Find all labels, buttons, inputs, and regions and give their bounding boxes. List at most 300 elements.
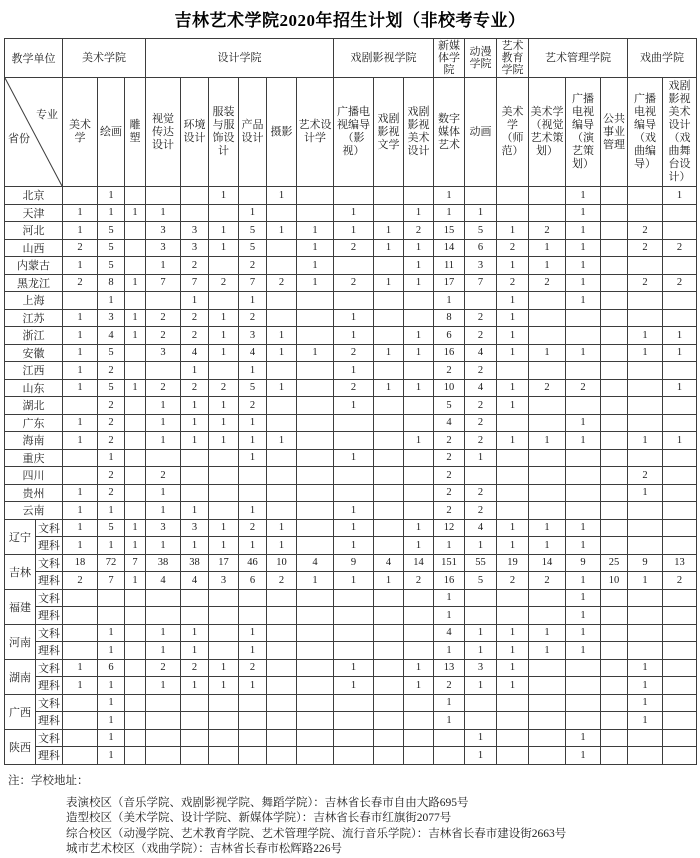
- stream-cell: 理科: [36, 677, 63, 695]
- value-cell: 2: [146, 467, 181, 485]
- province-stream-row: [5, 747, 697, 765]
- value-cell: 1: [566, 204, 601, 222]
- value-cell: 1: [181, 362, 209, 380]
- value-cell: 1: [434, 187, 465, 205]
- value-cell: 8: [98, 274, 125, 292]
- value-cell: 1: [209, 239, 239, 257]
- value-cell: 1: [404, 204, 434, 222]
- value-cell: 1: [239, 449, 267, 467]
- value-cell: 25: [601, 554, 628, 572]
- value-cell: [628, 257, 663, 275]
- value-cell: 3: [209, 572, 239, 590]
- value-cell: 4: [181, 344, 209, 362]
- value-cell: 1: [98, 187, 125, 205]
- value-cell: [663, 204, 697, 222]
- value-cell: [63, 187, 98, 205]
- college-group-header: 新媒体学院: [434, 39, 465, 78]
- value-cell: 1: [98, 204, 125, 222]
- value-cell: 1: [334, 519, 374, 537]
- major-header: 公共事业管理: [601, 78, 628, 187]
- value-cell: 2: [146, 327, 181, 345]
- value-cell: [334, 414, 374, 432]
- campus-address-list: [66, 796, 700, 858]
- value-cell: 2: [334, 344, 374, 362]
- value-cell: 1: [334, 309, 374, 327]
- value-cell: [209, 204, 239, 222]
- value-cell: 1: [628, 677, 663, 695]
- province-stream-row: [5, 712, 697, 730]
- value-cell: 3: [181, 519, 209, 537]
- value-cell: [63, 589, 98, 607]
- value-cell: [125, 624, 146, 642]
- value-cell: 2: [566, 379, 601, 397]
- value-cell: [334, 642, 374, 660]
- major-header: 广播电视编导（戏曲编导）: [628, 78, 663, 187]
- value-cell: 1: [628, 712, 663, 730]
- value-cell: 1: [98, 502, 125, 520]
- province-cell: 上海: [5, 292, 63, 310]
- value-cell: 1: [267, 327, 297, 345]
- value-cell: [601, 432, 628, 450]
- value-cell: [297, 677, 334, 695]
- value-cell: 1: [529, 624, 566, 642]
- stream-cell: 文科: [36, 589, 63, 607]
- value-cell: 1: [239, 204, 267, 222]
- value-cell: 1: [566, 624, 601, 642]
- value-cell: 1: [465, 624, 497, 642]
- value-cell: [601, 449, 628, 467]
- province-row: [5, 327, 697, 345]
- value-cell: 1: [334, 222, 374, 240]
- value-cell: [374, 502, 404, 520]
- value-cell: [663, 659, 697, 677]
- value-cell: [663, 362, 697, 380]
- value-cell: [374, 432, 404, 450]
- value-cell: [497, 362, 529, 380]
- value-cell: [267, 659, 297, 677]
- value-cell: [465, 589, 497, 607]
- value-cell: 1: [374, 274, 404, 292]
- value-cell: [374, 484, 404, 502]
- value-cell: 1: [297, 239, 334, 257]
- value-cell: [601, 659, 628, 677]
- value-cell: [601, 274, 628, 292]
- value-cell: [267, 362, 297, 380]
- value-cell: [181, 729, 209, 747]
- value-cell: [297, 432, 334, 450]
- province-stream-row: [5, 642, 697, 660]
- value-cell: [209, 694, 239, 712]
- value-cell: [146, 187, 181, 205]
- value-cell: [63, 712, 98, 730]
- value-cell: [374, 309, 404, 327]
- value-cell: [465, 187, 497, 205]
- value-cell: [663, 519, 697, 537]
- value-cell: [297, 502, 334, 520]
- value-cell: 1: [497, 327, 529, 345]
- value-cell: [374, 257, 404, 275]
- value-cell: 1: [434, 292, 465, 310]
- value-cell: 1: [628, 344, 663, 362]
- value-cell: [601, 607, 628, 625]
- value-cell: 10: [434, 379, 465, 397]
- major-header: 美术学: [63, 78, 98, 187]
- value-cell: 1: [146, 642, 181, 660]
- value-cell: 1: [497, 257, 529, 275]
- value-cell: 1: [181, 292, 209, 310]
- value-cell: 1: [181, 502, 209, 520]
- value-cell: 1: [334, 537, 374, 555]
- college-group-header: 美术学院: [63, 39, 146, 78]
- value-cell: [566, 397, 601, 415]
- value-cell: [125, 484, 146, 502]
- value-cell: 1: [98, 537, 125, 555]
- value-cell: 1: [63, 659, 98, 677]
- value-cell: 16: [434, 572, 465, 590]
- value-cell: [267, 747, 297, 765]
- value-cell: 1: [98, 677, 125, 695]
- value-cell: [334, 694, 374, 712]
- value-cell: [374, 467, 404, 485]
- value-cell: 2: [628, 239, 663, 257]
- value-cell: [628, 502, 663, 520]
- value-cell: [601, 677, 628, 695]
- value-cell: [297, 327, 334, 345]
- value-cell: [529, 397, 566, 415]
- value-cell: 1: [374, 572, 404, 590]
- value-cell: [297, 659, 334, 677]
- value-cell: [125, 222, 146, 240]
- college-group-header: 戏曲学院: [628, 39, 697, 78]
- province-row: [5, 432, 697, 450]
- value-cell: [297, 292, 334, 310]
- value-cell: [239, 694, 267, 712]
- value-cell: [209, 467, 239, 485]
- value-cell: 4: [146, 572, 181, 590]
- diagonal-header-cell: [5, 78, 63, 187]
- value-cell: 1: [181, 624, 209, 642]
- value-cell: 14: [434, 239, 465, 257]
- college-group-header: 设计学院: [146, 39, 334, 78]
- value-cell: 1: [239, 677, 267, 695]
- value-cell: 1: [297, 274, 334, 292]
- value-cell: 3: [181, 222, 209, 240]
- value-cell: [209, 607, 239, 625]
- value-cell: 2: [434, 502, 465, 520]
- value-cell: 2: [181, 327, 209, 345]
- value-cell: [146, 694, 181, 712]
- value-cell: [181, 467, 209, 485]
- value-cell: 5: [98, 519, 125, 537]
- value-cell: [601, 239, 628, 257]
- value-cell: [267, 712, 297, 730]
- value-cell: [297, 467, 334, 485]
- value-cell: 1: [497, 624, 529, 642]
- province-row: [5, 397, 697, 415]
- value-cell: 1: [239, 502, 267, 520]
- value-cell: 1: [566, 292, 601, 310]
- value-cell: 1: [209, 537, 239, 555]
- value-cell: [63, 694, 98, 712]
- value-cell: [497, 414, 529, 432]
- value-cell: [63, 607, 98, 625]
- value-cell: 55: [465, 554, 497, 572]
- value-cell: 1: [334, 677, 374, 695]
- province-cell: 河北: [5, 222, 63, 240]
- value-cell: [239, 467, 267, 485]
- value-cell: [566, 502, 601, 520]
- value-cell: 2: [529, 379, 566, 397]
- value-cell: 1: [239, 292, 267, 310]
- college-group-header: 动漫学院: [465, 39, 497, 78]
- value-cell: 1: [63, 677, 98, 695]
- value-cell: 2: [663, 274, 697, 292]
- value-cell: [146, 292, 181, 310]
- province-stream-row: [5, 659, 697, 677]
- value-cell: [146, 607, 181, 625]
- value-cell: 1: [566, 432, 601, 450]
- value-cell: [239, 712, 267, 730]
- value-cell: 1: [404, 677, 434, 695]
- value-cell: 4: [434, 624, 465, 642]
- major-header: 产品设计: [239, 78, 267, 187]
- value-cell: [334, 607, 374, 625]
- value-cell: 1: [566, 729, 601, 747]
- value-cell: [239, 607, 267, 625]
- value-cell: 7: [239, 274, 267, 292]
- province-cell: 吉林: [5, 554, 36, 589]
- province-row: [5, 484, 697, 502]
- stream-cell: 理科: [36, 642, 63, 660]
- value-cell: [601, 519, 628, 537]
- college-group-header: 艺术管理学院: [529, 39, 628, 78]
- value-cell: [297, 712, 334, 730]
- value-cell: 1: [497, 519, 529, 537]
- value-cell: [404, 729, 434, 747]
- value-cell: 9: [566, 554, 601, 572]
- value-cell: [267, 642, 297, 660]
- value-cell: 1: [434, 607, 465, 625]
- value-cell: 1: [497, 292, 529, 310]
- value-cell: [267, 397, 297, 415]
- value-cell: 1: [297, 222, 334, 240]
- province-stream-row: [5, 694, 697, 712]
- value-cell: [334, 432, 374, 450]
- value-cell: 2: [529, 222, 566, 240]
- value-cell: [465, 712, 497, 730]
- value-cell: 1: [98, 729, 125, 747]
- value-cell: [529, 414, 566, 432]
- value-cell: 1: [267, 537, 297, 555]
- value-cell: 2: [334, 239, 374, 257]
- value-cell: [628, 519, 663, 537]
- province-cell: 湖南: [5, 659, 36, 694]
- value-cell: 9: [334, 554, 374, 572]
- value-cell: [181, 712, 209, 730]
- value-cell: 1: [181, 432, 209, 450]
- value-cell: [267, 677, 297, 695]
- value-cell: 1: [98, 292, 125, 310]
- value-cell: 2: [434, 449, 465, 467]
- value-cell: 2: [497, 274, 529, 292]
- value-cell: [497, 589, 529, 607]
- value-cell: [239, 187, 267, 205]
- value-cell: [663, 677, 697, 695]
- value-cell: 1: [628, 327, 663, 345]
- value-cell: [529, 712, 566, 730]
- value-cell: [663, 747, 697, 765]
- value-cell: 15: [434, 222, 465, 240]
- value-cell: [267, 467, 297, 485]
- value-cell: [209, 729, 239, 747]
- value-cell: 2: [404, 222, 434, 240]
- value-cell: 1: [209, 222, 239, 240]
- province-row: [5, 309, 697, 327]
- stream-cell: 理科: [36, 747, 63, 765]
- value-cell: 1: [497, 677, 529, 695]
- value-cell: [663, 537, 697, 555]
- value-cell: [601, 309, 628, 327]
- value-cell: [465, 694, 497, 712]
- value-cell: 1: [239, 414, 267, 432]
- value-cell: 38: [146, 554, 181, 572]
- value-cell: [628, 747, 663, 765]
- value-cell: 2: [465, 362, 497, 380]
- value-cell: 4: [98, 327, 125, 345]
- value-cell: 2: [434, 484, 465, 502]
- value-cell: 1: [334, 659, 374, 677]
- value-cell: 1: [146, 432, 181, 450]
- value-cell: 1: [404, 537, 434, 555]
- value-cell: 1: [63, 344, 98, 362]
- value-cell: 2: [63, 274, 98, 292]
- value-cell: [628, 607, 663, 625]
- value-cell: [374, 397, 404, 415]
- value-cell: [601, 589, 628, 607]
- value-cell: [497, 712, 529, 730]
- value-cell: 1: [98, 747, 125, 765]
- value-cell: [146, 747, 181, 765]
- value-cell: [63, 624, 98, 642]
- value-cell: 5: [98, 379, 125, 397]
- value-cell: [663, 449, 697, 467]
- stream-cell: 文科: [36, 624, 63, 642]
- major-header: 环境设计: [181, 78, 209, 187]
- value-cell: 2: [465, 309, 497, 327]
- value-cell: 2: [663, 239, 697, 257]
- value-cell: [63, 747, 98, 765]
- value-cell: 1: [497, 432, 529, 450]
- value-cell: [566, 467, 601, 485]
- value-cell: 1: [404, 519, 434, 537]
- value-cell: 1: [267, 187, 297, 205]
- value-cell: 1: [181, 677, 209, 695]
- value-cell: 2: [181, 659, 209, 677]
- value-cell: 1: [209, 344, 239, 362]
- value-cell: [125, 257, 146, 275]
- value-cell: [374, 519, 404, 537]
- value-cell: 1: [146, 502, 181, 520]
- value-cell: [297, 397, 334, 415]
- value-cell: [209, 624, 239, 642]
- major-header: 美术学（师范）: [497, 78, 529, 187]
- province-cell: 广东: [5, 414, 63, 432]
- value-cell: [239, 729, 267, 747]
- value-cell: 7: [98, 572, 125, 590]
- value-cell: [529, 589, 566, 607]
- value-cell: 3: [465, 659, 497, 677]
- value-cell: 1: [209, 659, 239, 677]
- value-cell: 1: [566, 222, 601, 240]
- value-cell: 7: [465, 274, 497, 292]
- value-cell: 2: [434, 432, 465, 450]
- value-cell: [601, 502, 628, 520]
- value-cell: 1: [663, 187, 697, 205]
- value-cell: 1: [566, 414, 601, 432]
- value-cell: 2: [239, 519, 267, 537]
- stream-cell: 文科: [36, 659, 63, 677]
- value-cell: [209, 747, 239, 765]
- value-cell: 2: [181, 379, 209, 397]
- value-cell: [374, 694, 404, 712]
- value-cell: [374, 362, 404, 380]
- value-cell: 2: [146, 309, 181, 327]
- value-cell: [663, 397, 697, 415]
- value-cell: 5: [465, 222, 497, 240]
- value-cell: [267, 484, 297, 502]
- value-cell: 1: [267, 379, 297, 397]
- value-cell: 1: [404, 327, 434, 345]
- value-cell: 7: [125, 554, 146, 572]
- major-header: 美术学（视觉艺术策划）: [529, 78, 566, 187]
- value-cell: [125, 239, 146, 257]
- value-cell: [529, 607, 566, 625]
- value-cell: [334, 589, 374, 607]
- value-cell: 4: [465, 379, 497, 397]
- value-cell: 1: [125, 572, 146, 590]
- value-cell: 2: [146, 379, 181, 397]
- value-cell: 3: [146, 344, 181, 362]
- value-cell: 5: [239, 239, 267, 257]
- value-cell: [529, 309, 566, 327]
- value-cell: [297, 589, 334, 607]
- value-cell: 2: [465, 502, 497, 520]
- value-cell: [601, 729, 628, 747]
- value-cell: [404, 484, 434, 502]
- value-cell: 2: [404, 572, 434, 590]
- value-cell: [374, 449, 404, 467]
- stream-cell: 文科: [36, 519, 63, 537]
- major-header: 戏剧影视美术设计（戏曲舞台设计）: [663, 78, 697, 187]
- value-cell: 10: [267, 554, 297, 572]
- value-cell: [374, 659, 404, 677]
- value-cell: [601, 414, 628, 432]
- value-cell: 2: [628, 222, 663, 240]
- value-cell: [209, 642, 239, 660]
- value-cell: [628, 537, 663, 555]
- value-cell: 2: [529, 572, 566, 590]
- value-cell: [267, 589, 297, 607]
- value-cell: [297, 747, 334, 765]
- value-cell: 2: [334, 274, 374, 292]
- value-cell: [663, 414, 697, 432]
- value-cell: 1: [404, 257, 434, 275]
- stream-cell: 理科: [36, 712, 63, 730]
- value-cell: 1: [98, 712, 125, 730]
- value-cell: 1: [497, 309, 529, 327]
- value-cell: [267, 204, 297, 222]
- value-cell: [628, 379, 663, 397]
